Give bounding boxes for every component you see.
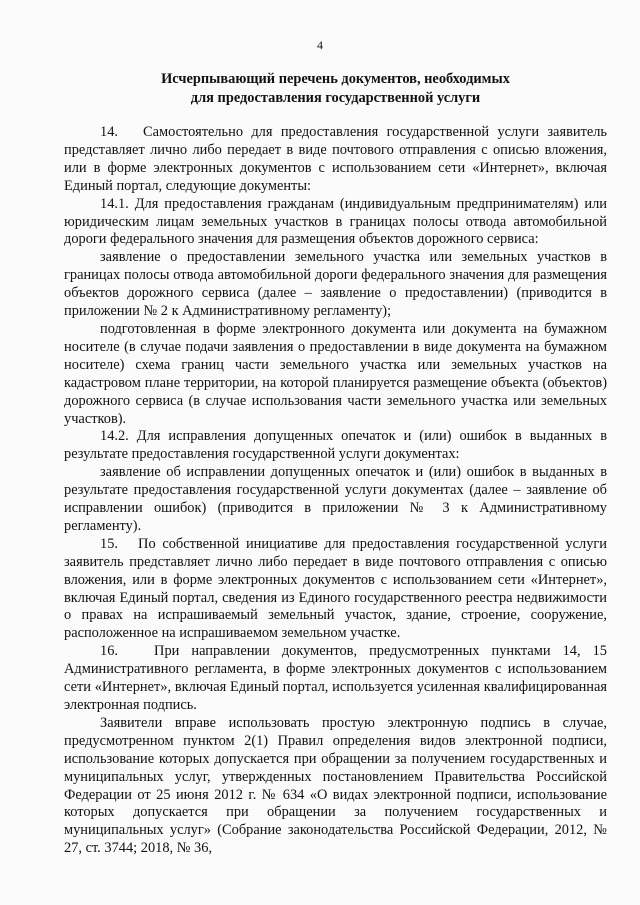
- paragraph-16: 16. При направлении документов, предусмотренных пунктами 14, 15 Административного регламента, в форме электронных документов с использованием сети «Интернет», включая Единый портал, используется усиленная квалифицированная электронная подпись.: [64, 643, 607, 713]
- page-number: 4: [317, 38, 323, 52]
- paragraph-application: заявление о предоставлении земельного участка или земельных участков в границах полосы отвода автомобильной дороги федерального значения для размещения объектов дорожного сервиса (далее – заявление о предоставлении) (приводится в приложении № 2 к Административному регламенту);: [64, 249, 607, 320]
- heading-line-2: для предоставления государственной услуги: [190, 90, 481, 106]
- paragraph-15: 15. По собственной инициативе для предоставления государственной услуги заявитель представляет лично либо передает в виде почтового отправления с описью вложения, или в форме электронных документов с использованием сети «Интернет», включая Единый портал, сведения из Единого государственного реестра недвижимости о правах на испрашиваемый земельный участок, здание, строение, сооружение, расположенное на испрашиваемом земельном участке.: [64, 535, 607, 642]
- paragraph-14-2: 14.2. Для исправления допущенных опечаток и (или) ошибок в выданных в результате предоставления государственной услуги документах:: [64, 428, 607, 463]
- heading-line-1: Исчерпывающий перечень документов, необходимых: [161, 71, 510, 87]
- section-heading: [64, 70, 607, 108]
- paragraph-scheme: подготовленная в форме электронного документа или документа на бумажном носителе (в случае подачи заявления о предоставлении в виде документа на бумажном носителе) схема границ части земельного участка или земельных участков на кадастровом плане территории, на которой планируется размещение объекта (объектов) дорожного сервиса (в случае использования части земельного участка или земельных участков).: [64, 320, 607, 427]
- paragraph-simple-signature: Заявители вправе использовать простую электронную подпись в случае, предусмотренном пунктом 2(1) Правил определения видов электронной подписи, использование которых допускается при обращении за получением государственных и муниципальных услуг, утвержденных постановлением Правительства Российской Федерации от 25 июня 2012 г. № 634 «О видах электронной подписи, использование которых допускается при обращении за получением государственных и муниципальных услуг» (Собрание законодательства Российской Федерации, 2012, № 27, ст. 3744; 2018, № 36,: [64, 714, 607, 857]
- paragraph-correction: заявление об исправлении допущенных опечаток и (или) ошибок в выданных в результате предоставления государственной услуги документах (далее – заявление об исправлении ошибок) (приводится в приложении № 3 к Административному регламенту).: [64, 464, 607, 534]
- document-body: [64, 124, 607, 858]
- paragraph-14-1: 14.1. Для предоставления гражданам (индивидуальным предпринимателям) или юридическим лицам земельных участков в границах полосы отвода автомобильной дороги федерального значения для размещения объектов дорожного сервиса:: [64, 195, 607, 248]
- paragraph-14: 14. Самостоятельно для предоставления государственной услуги заявитель представляет лично либо передает в виде почтового отправления с описью вложения, или в форме электронных документов с использованием сети «Интернет», включая Единый портал, следующие документы:: [64, 124, 607, 194]
